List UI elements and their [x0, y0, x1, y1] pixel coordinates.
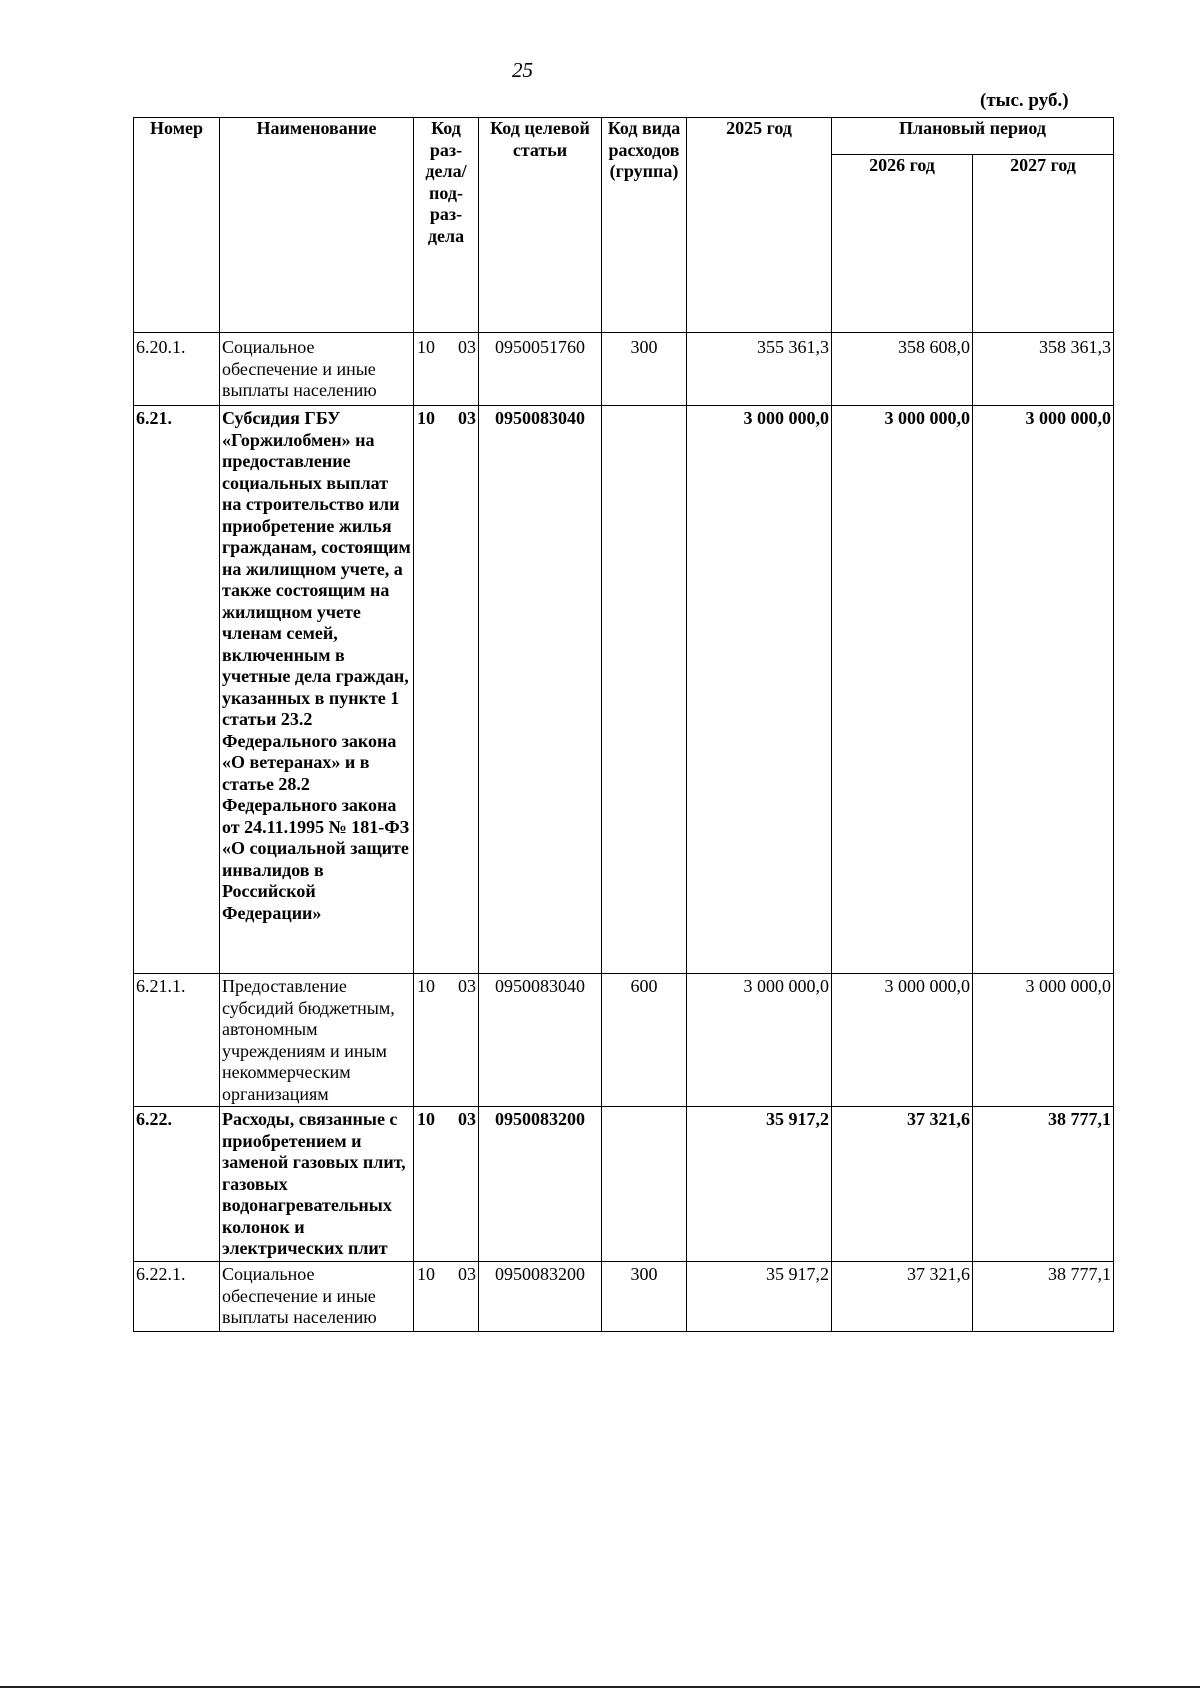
- row-number: 6.20.1.: [134, 333, 220, 406]
- row-name: Социальное обеспечение и иные выплаты населению: [220, 1262, 414, 1332]
- row-target-code: 0950083200: [479, 1262, 602, 1332]
- row-amount-2027: 38 777,1: [973, 1107, 1114, 1262]
- subsection-code: 03: [458, 1109, 476, 1129]
- header-number: Номер: [134, 118, 220, 333]
- header-year-2027: 2027 год: [973, 155, 1114, 333]
- row-target-code: 0950083200: [479, 1107, 602, 1262]
- row-section-code: [414, 1107, 479, 1262]
- row-amount-2026: 358 608,0: [832, 333, 973, 406]
- row-amount-2025: 355 361,3: [687, 333, 832, 406]
- page-bottom-rule: [0, 1686, 1200, 1688]
- table-row: [134, 406, 1114, 974]
- row-expense-group: 300: [602, 1262, 687, 1332]
- row-name: Субсидия ГБУ «Горжилобмен» на предоставление социальных выплат на строительство или приобретение жилья гражданам, состоящим на жилищном учете, а также состоящим на жилищном учете членам семей, включенным в учетные дела граждан, указанных в пункте 1 статьи 23.2 Федерального закона «О ветеранах» и в статье 28.2 Федерального закона от 24.11.1995 № 181-ФЗ «О социальной защите инвалидов в Российской Федерации»: [220, 406, 414, 974]
- row-section-code: [414, 974, 479, 1107]
- table-row: [134, 974, 1114, 1107]
- row-amount-2026: 37 321,6: [832, 1262, 973, 1332]
- table-row: [134, 333, 1114, 406]
- row-amount-2027: 38 777,1: [973, 1262, 1114, 1332]
- subsection-code: 03: [458, 408, 476, 428]
- header-name: Наименование: [220, 118, 414, 333]
- subsection-code: 03: [458, 337, 476, 357]
- row-amount-2026: 37 321,6: [832, 1107, 973, 1262]
- row-amount-2025: 3 000 000,0: [687, 974, 832, 1107]
- row-expense-group: 300: [602, 333, 687, 406]
- section-code: 10: [417, 1109, 435, 1129]
- table-row: [134, 1107, 1114, 1262]
- row-target-code: 0950083040: [479, 974, 602, 1107]
- section-code: 10: [417, 1264, 435, 1284]
- units-label: (тыс. руб.): [980, 90, 1069, 111]
- page-number: 25: [512, 58, 533, 82]
- header-year-2026: 2026 год: [832, 155, 973, 333]
- row-amount-2027: 358 361,3: [973, 333, 1114, 406]
- header-section-code: Код раз- дела/ под- раз- дела: [414, 118, 479, 333]
- row-section-code: [414, 333, 479, 406]
- row-amount-2025: 35 917,2: [687, 1107, 832, 1262]
- header-row: [134, 118, 1114, 155]
- row-amount-2027: 3 000 000,0: [973, 974, 1114, 1107]
- row-section-code: [414, 1262, 479, 1332]
- row-amount-2027: 3 000 000,0: [973, 406, 1114, 974]
- row-expense-group: [602, 406, 687, 974]
- budget-table: [133, 117, 1114, 1332]
- section-code: 10: [417, 408, 435, 428]
- row-number: 6.21.1.: [134, 974, 220, 1107]
- row-name: Предоставление субсидий бюджетным, автономным учреждениям и иным некоммерческим организациям: [220, 974, 414, 1107]
- row-expense-group: 600: [602, 974, 687, 1107]
- row-name: Социальное обеспечение и иные выплаты населению: [220, 333, 414, 406]
- header-expense-group: Код вида расходов (группа): [602, 118, 687, 333]
- row-target-code: 0950083040: [479, 406, 602, 974]
- row-section-code: [414, 406, 479, 974]
- row-name: Расходы, связанные с приобретением и заменой газовых плит, газовых водонагревательных колонок и электрических плит: [220, 1107, 414, 1262]
- subsection-code: 03: [458, 1264, 476, 1284]
- subsection-code: 03: [458, 976, 476, 996]
- row-amount-2025: 3 000 000,0: [687, 406, 832, 974]
- header-planned-period: Плановый период: [832, 118, 1114, 155]
- section-code: 10: [417, 976, 435, 996]
- row-amount-2026: 3 000 000,0: [832, 406, 973, 974]
- row-number: 6.22.: [134, 1107, 220, 1262]
- row-target-code: 0950051760: [479, 333, 602, 406]
- table-row: [134, 1262, 1114, 1332]
- row-number: 6.21.: [134, 406, 220, 974]
- header-target-code: Код целевой статьи: [479, 118, 602, 333]
- row-amount-2025: 35 917,2: [687, 1262, 832, 1332]
- row-amount-2026: 3 000 000,0: [832, 974, 973, 1107]
- row-number: 6.22.1.: [134, 1262, 220, 1332]
- header-year-2025: 2025 год: [687, 118, 832, 333]
- row-expense-group: [602, 1107, 687, 1262]
- section-code: 10: [417, 337, 435, 357]
